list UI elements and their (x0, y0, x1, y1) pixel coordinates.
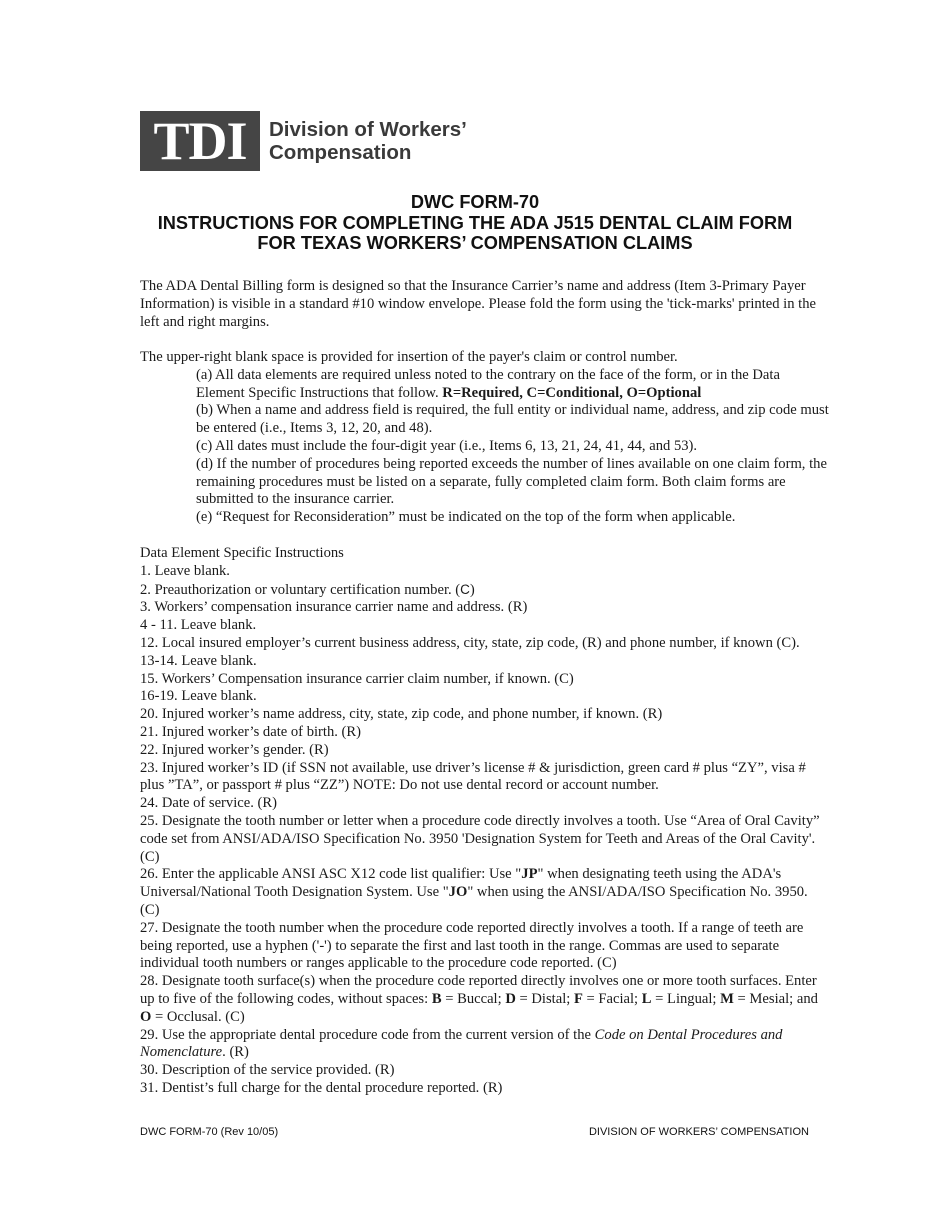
item-2-close: ) (469, 581, 475, 598)
item-26-text-3: " when using the ANSI/ADA/ISO Specification No. 3950. (C) (140, 884, 808, 918)
item-22: 22. Injured worker’s gender. (R) (140, 741, 329, 758)
item-29-text: 29. Use the appropriate dental procedure code from the current version of the (140, 1026, 595, 1043)
item-2-text: 2. Preauthorization or voluntary certification number. ( (140, 581, 461, 598)
code-m: M (720, 990, 734, 1007)
data-element-instructions (140, 545, 830, 1098)
item-29-close: . (R) (222, 1044, 249, 1061)
item-29 (140, 1027, 830, 1063)
item-26-text-2: " when designating teeth using the ADA's Universal/National Tooth Designation System. Use " (140, 866, 782, 901)
form-title: DWC FORM-70 (410, 192, 540, 212)
item-1: 1. Leave blank. (140, 562, 230, 579)
code-d: D (505, 990, 516, 1007)
item-26-code-jp: JP (521, 866, 538, 883)
code-m-text: = Mesial; and (733, 990, 818, 1007)
instruction-e: (e) “Request for Reconsideration” must be indicated on the top of the form when applicable. (196, 509, 736, 526)
item-3: 3. Workers’ compensation insurance carrier name and address. (R) (140, 599, 528, 616)
instruction-d: (d) If the number of procedures being reported exceeds the number of lines available on one claim form, the remaining procedures must be listed on a separate, fully completed claim form. Both claim forms are submitted to the insurance carrier. (196, 455, 827, 508)
footer-form-id: DWC FORM-70 (Rev 10/05) (140, 1126, 279, 1138)
item-29-publication: Code on Dental Procedures and Nomenclature (140, 1026, 783, 1061)
instruction-a-text: (a) All data elements are required unless noted to the contrary on the face of the form, or in the Data Element Specific Instructions that follow. (196, 366, 780, 401)
item-25: 25. Designate the tooth number or letter when a procedure code directly involves a tooth. Use “Area of Oral Cavity” code set from ANSI/ADA/ISO Specification No. 3950 'Designation System for Teeth and Areas of the Oral Cavity'. (C) (140, 812, 820, 865)
item-2-code: C (460, 581, 470, 597)
item-31: 31. Dentist’s full charge for the dental procedure reported. (R) (140, 1079, 503, 1096)
item-2 (140, 581, 830, 600)
item-23: 23. Injured worker’s ID (if SSN not available, use driver’s license # & jurisdiction, green card # plus “ZY”, visa # plus ”TA”, or passport # plus “ZZ”) NOTE: Do not use dental record or account number. (140, 759, 806, 794)
item-16-19: 16-19. Leave blank. (140, 688, 257, 705)
code-f-text: = Facial; (582, 990, 642, 1007)
code-b: B (431, 990, 442, 1007)
page-title-block (0, 192, 950, 254)
form-subtitle-2: FOR TEXAS WORKERS’ COMPENSATION CLAIMS (257, 233, 693, 253)
instruction-a (196, 367, 830, 403)
item-26-text-1: 26. Enter the applicable ANSI ASC X12 code list qualifier: Use " (140, 866, 522, 883)
instruction-b: (b) When a name and address field is required, the full entity or individual name, address, and zip code must be entered (i.e., Items 3, 12, 20, and 48). (196, 402, 829, 437)
tdi-logo (140, 111, 467, 171)
item-26-code-jo: JO (448, 884, 468, 901)
logo-division-name (269, 111, 467, 171)
code-b-text: = Buccal; (441, 990, 506, 1007)
logo-line-2: Compensation (269, 141, 412, 164)
item-28 (140, 973, 830, 1026)
general-instructions (140, 349, 830, 527)
code-o: O (140, 1008, 152, 1025)
logo-line-1: Division of Workers’ (269, 118, 467, 141)
item-13-14: 13-14. Leave blank. (140, 652, 257, 669)
item-21: 21. Injured worker’s date of birth. (R) (140, 723, 362, 740)
tdi-logo-mark: TDI (140, 111, 260, 171)
code-f: F (573, 990, 583, 1007)
item-12: 12. Local insured employer’s current business address, city, state, zip code, (R) and phone number, if known (C). (140, 634, 800, 651)
instruction-a-legend: R=Required, C=Conditional, O=Optional (442, 384, 702, 401)
item-30: 30. Description of the service provided. (R) (140, 1062, 395, 1079)
item-26 (140, 866, 830, 919)
item-24: 24. Date of service. (R) (140, 795, 277, 812)
instruction-c: (c) All dates must include the four-digit year (i.e., Items 6, 13, 21, 24, 41, 44, and 53). (196, 437, 698, 454)
form-subtitle-1: INSTRUCTIONS FOR COMPLETING THE ADA J515 DENTAL CLAIM FORM (157, 212, 793, 233)
item-28-text: 28. Designate tooth surface(s) when the procedure code reported directly involves one or more tooth surfaces. Enter up to five of the following codes, without spaces: (140, 973, 817, 1007)
code-l: L (641, 990, 652, 1007)
footer-division: DIVISION OF WORKERS’ COMPENSATION (588, 1126, 809, 1138)
item-20: 20. Injured worker’s name address, city, state, zip code, and phone number, if known. (R) (140, 706, 663, 723)
item-27: 27. Designate the tooth number when the procedure code reported directly involves a tooth. If a range of teeth are being reported, use a hyphen ('-') to separate the first and last tooth in the range. Commas are used to separate individual tooth numbers or ranges applicable to the procedure code reported. (C) (140, 919, 804, 972)
code-o-text: = Occlusal. (C) (151, 1008, 245, 1025)
code-l-text: = Lingual; (651, 990, 721, 1007)
code-d-text: = Distal; (515, 990, 574, 1007)
spec-heading: Data Element Specific Instructions (140, 545, 344, 561)
intro-text: The ADA Dental Billing form is designed so that the Insurance Carrier’s name and address (Item 3-Primary Payer Information) is visible in a standard #10 window envelope. Please fold the form using the 'tick-marks' printed in the left and right margins. (140, 278, 817, 330)
upper-right-lead: The upper-right blank space is provided for insertion of the payer's claim or control number. (140, 349, 678, 365)
general-instructions-list (196, 367, 830, 527)
intro-paragraph (140, 278, 830, 331)
item-4-11: 4 - 11. Leave blank. (140, 617, 257, 634)
item-15: 15. Workers’ Compensation insurance carrier claim number, if known. (C) (140, 670, 574, 687)
